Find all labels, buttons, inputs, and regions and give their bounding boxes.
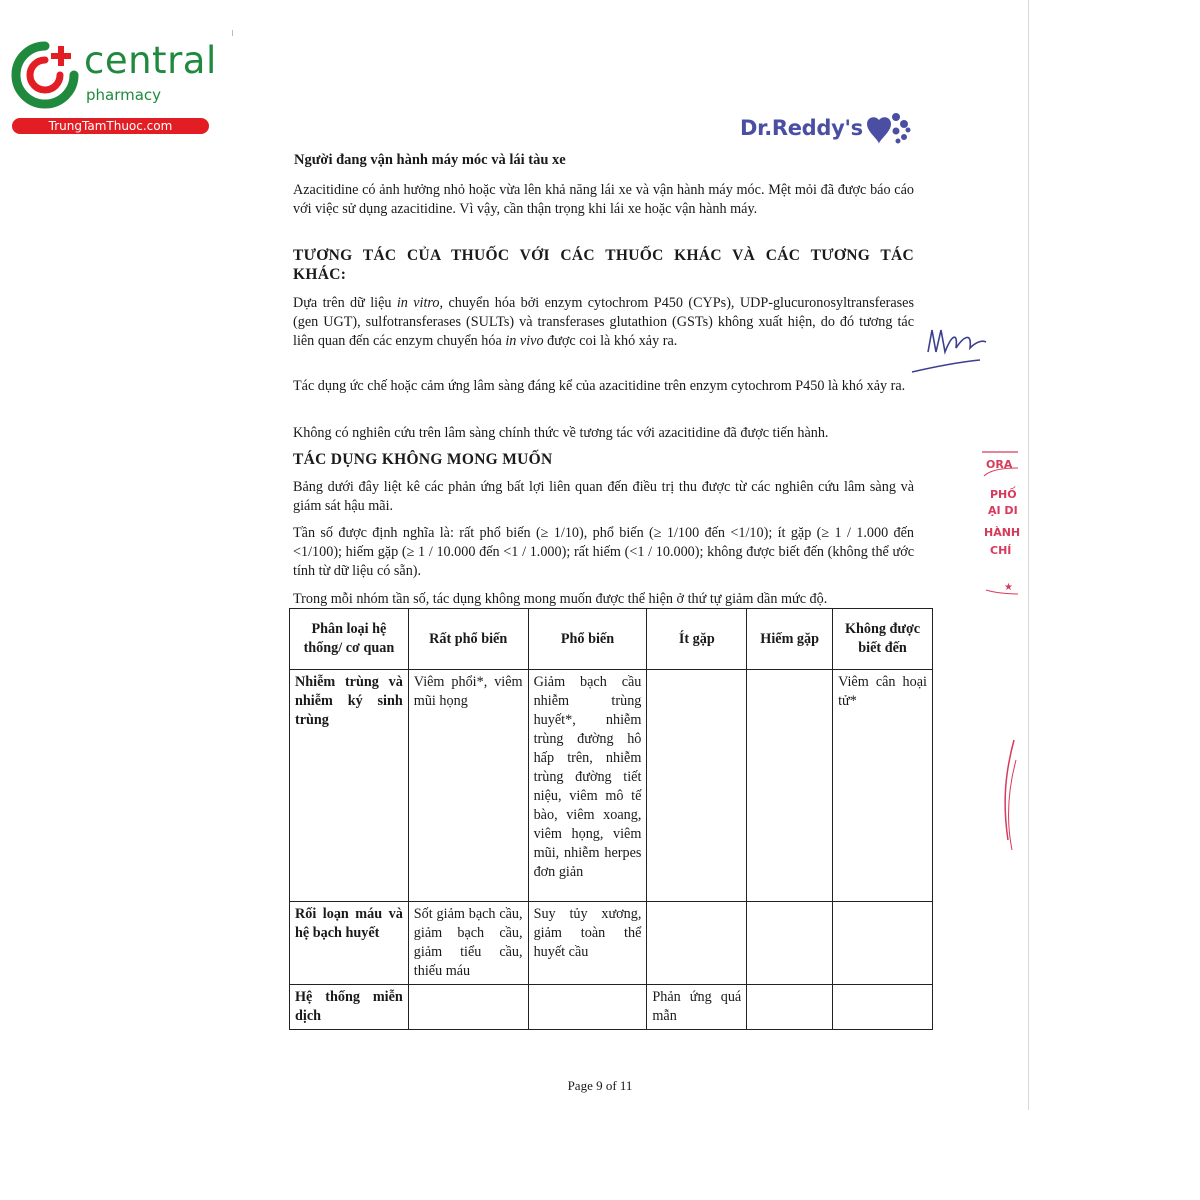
header-not-known: Không được biết đến <box>833 609 933 670</box>
page-edge <box>1028 0 1029 1110</box>
adverse-p2: Tần số được định nghĩa là: rất phổ biến (≥ 1/10), phổ biến (≥ 1/100 đến <1/10); ít gặp (≥ 1 / 1.000 đến <1/100); hiếm gặp (≥ 1 / 10.000 đến <1 / 1.000); rất hiếm (<1 / 10.000); không được biết đến (không thể ước tính từ dữ liệu có sẵn). <box>293 525 914 579</box>
driving-paragraph: Azacitidine có ảnh hưởng nhỏ hoặc vừa lên khả năng lái xe và vận hành máy móc. Mệt mỏi đã được báo cáo với việc sử dụng azacitidine. Vì vậy, cần thận trọng khi lái xe hoặc vận hành máy. <box>293 182 914 217</box>
header-rare: Hiếm gặp <box>747 609 833 670</box>
central-pharmacy-logo-icon <box>8 38 82 112</box>
interactions-p1-invitro: in vitro <box>396 295 440 311</box>
header-common: Phổ biến <box>528 609 647 670</box>
stamp-line: CHÍ <box>990 544 1012 557</box>
adverse-paragraph-3 <box>293 590 914 609</box>
adverse-paragraph-2 <box>293 524 914 581</box>
stamp-line: ẠI DI <box>988 504 1018 517</box>
adverse-p3: Trong mỗi nhóm tần số, tác dụng không mong muốn được thể hiện ở thứ tự giảm dần mức độ. <box>293 591 828 607</box>
table-cell <box>408 985 528 1030</box>
interactions-paragraph-1 <box>293 294 914 351</box>
table-cell: Giảm bạch cầu nhiễm trùng huyết*, nhiễm trùng đường hô hấp trên, nhiễm trùng đường tiết niệu, viêm mô tế bào, viêm xoang, viêm họng, viêm mũi, nhiễm herpes đơn giản <box>528 670 647 902</box>
dr-reddys-logo-icon <box>862 110 912 150</box>
interactions-heading-line1: TƯƠNG TÁC CỦA THUỐC VỚI CÁC THUỐC KHÁC VÀ CÁC TƯƠNG TÁC <box>293 247 914 264</box>
table-cell <box>747 670 833 902</box>
watermark-brand: central <box>84 39 217 82</box>
interactions-p1-c: được coi là khó xảy ra. <box>543 333 678 349</box>
driving-heading: Người đang vận hành máy móc và lái tàu xe <box>294 152 566 168</box>
adverse-paragraph-1 <box>293 478 914 516</box>
interactions-p3: Không có nghiên cứu trên lâm sàng chính thức về tương tác với azacitidine đã được tiến hành. <box>293 425 829 441</box>
table-cell <box>647 902 747 985</box>
adverse-p1: Bảng dưới đây liệt kê các phản ứng bất lợi liên quan đến điều trị thu được từ các nghiên cứu lâm sàng và giám sát hậu mãi. <box>293 479 914 514</box>
table-row <box>290 902 933 985</box>
table-cell <box>833 985 933 1030</box>
interactions-p1-b: , chuyển hóa bởi enzym cytochrom P450 (CYPs), UDP-glucuronosyltransferases (gen UGT), sulfotransferases (SULTs) và transferases glutathion (GSTs) không xuất hiện, do đó tương tác liên quan đến các enzym chuyển hóa <box>293 295 914 349</box>
table-cell <box>747 902 833 985</box>
stamp-fragment <box>978 440 1021 860</box>
table-cell: Viêm phổi*, viêm mũi họng <box>408 670 528 902</box>
table-cell <box>647 670 747 902</box>
table-row <box>290 985 933 1030</box>
table-cell <box>528 985 647 1030</box>
page-number: Page 9 of 11 <box>567 1078 633 1093</box>
header-system: Phân loại hệ thống/ cơ quan <box>290 609 409 670</box>
interactions-heading-line2: KHÁC: <box>293 266 347 283</box>
interactions-p1-a: Dựa trên dữ liệu <box>293 295 397 311</box>
interactions-paragraph-2 <box>293 377 914 396</box>
header-uncommon: Ít gặp <box>647 609 747 670</box>
watermark-sub: pharmacy <box>86 86 162 104</box>
stamp-line: ORA <box>986 458 1013 471</box>
adverse-effects-table <box>289 608 933 1030</box>
stamp-line: HÀNH <box>984 526 1021 539</box>
company-logo-text: Dr.Reddy's <box>740 116 863 140</box>
table-row <box>290 670 933 902</box>
watermark-site: TrungTamThuoc.com <box>12 118 209 134</box>
table-cell: Hệ thống miễn dịch <box>290 985 409 1030</box>
table-cell <box>747 985 833 1030</box>
stamp-ring-icon <box>978 440 1021 860</box>
table-cell: Viêm cân hoại tử* <box>833 670 933 902</box>
driving-text <box>293 181 914 219</box>
signature-mark-icon <box>910 322 990 380</box>
interactions-p1-invivo: in vivo <box>505 333 544 349</box>
adverse-heading: TÁC DỤNG KHÔNG MONG MUỐN <box>293 451 553 468</box>
table-cell: Phản ứng quá mẫn <box>647 985 747 1030</box>
table-cell: Sốt giảm bạch cầu, giảm bạch cầu, giảm tiểu cầu, thiếu máu <box>408 902 528 985</box>
table-cell: Nhiễm trùng và nhiễm ký sinh trùng <box>290 670 409 902</box>
table-cell <box>833 902 933 985</box>
scan-mark <box>232 30 233 36</box>
interactions-paragraph-3 <box>293 424 914 443</box>
header-very-common: Rất phổ biến <box>408 609 528 670</box>
table-cell: Rối loạn máu và hệ bạch huyết <box>290 902 409 985</box>
svg-text:★: ★ <box>1004 582 1013 593</box>
interactions-p2: Tác dụng ức chế hoặc cảm ứng lâm sàng đáng kể của azacitidine trên enzym cytochrom P450 là khó xảy ra. <box>293 378 906 394</box>
stamp-line: PHỐ <box>990 488 1017 501</box>
table-header-row <box>290 609 933 670</box>
table-cell: Suy tủy xương, giảm toàn thể huyết cầu <box>528 902 647 985</box>
